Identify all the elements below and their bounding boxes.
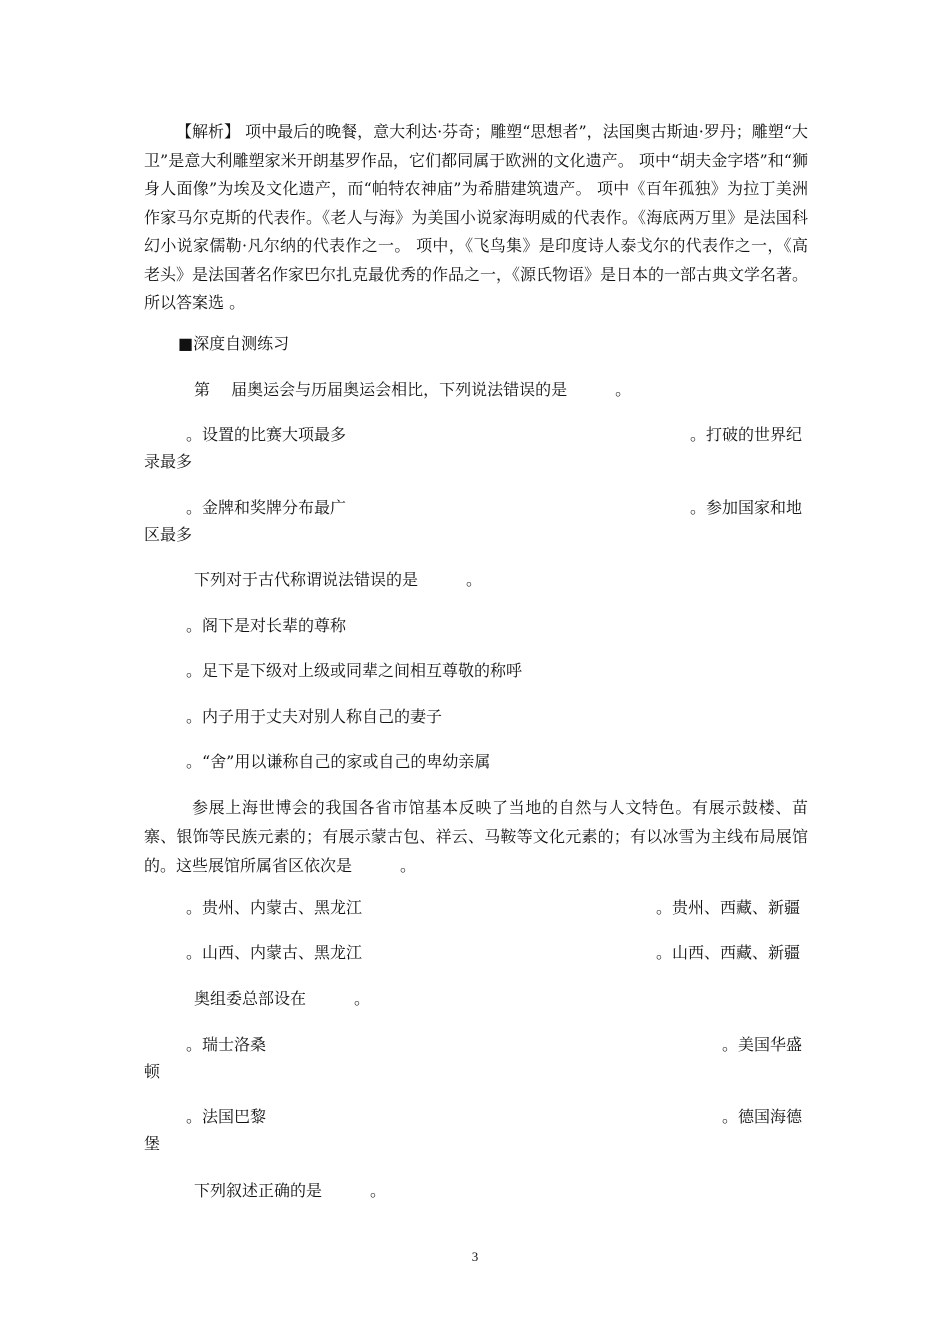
question-2-option-a: 。阁下是对长辈的尊称 (186, 616, 347, 635)
question-2-option-b: 。足下是下级对上级或同辈之间相互尊敬的称呼 (186, 661, 523, 680)
section-title: ■深度自测练习 (178, 334, 290, 353)
question-3-option-a: 。贵州、内蒙古、黑龙江 (186, 898, 363, 917)
question-2-option-c: 。内子用于丈夫对别人称自己的妻子 (186, 707, 443, 726)
question-1-option-d: 。参加国家和地 (690, 498, 803, 517)
question-4-option-b-continued: 顿 (144, 1062, 161, 1081)
question-1-option-a: 。设置的比赛大项最多 (186, 425, 347, 444)
question-3-stem: 参展上海世博会的我国各省市馆基本反映了当地的自然与人文特色。有展示鼓楼、苗寨、银饰等民族元素的；有展示蒙古包、祥云、马鞍等文化元素的；有以冰雪为主线布局展馆的。这些展馆所属省区依次是 。 (144, 798, 808, 875)
question-1-option-d-continued: 区最多 (144, 525, 193, 544)
question-3-option-b: 。贵州、西藏、新疆 (656, 898, 801, 917)
analysis-paragraph: 【解析】 项中最后的晚餐，意大利达·芬奇；雕塑“思想者”，法国奥古斯迪·罗丹；雕塑“大卫”是意大利雕塑家米开朗基罗作品，它们都同属于欧洲的文化遗产。 项中“胡夫金字塔”和“狮身人面像”为埃及文化遗产，而“帕特农神庙”为希腊建筑遗产。 项中《百年孤独》为拉丁美洲作家马尔克斯的代表作。《老人与海》为美国小说家海明威的代表作。《海底两万里》是法国科幻小说家儒勒·凡尔纳的代表作之一。 项中，《飞鸟集》是印度诗人泰戈尔的代表作之一，《高老头》是法国著名作家巴尔扎克最优秀的作品之一，《源氏物语》是日本的一部古典文学名著。所以答案选 。 (144, 122, 809, 312)
question-3-option-c: 。山西、内蒙古、黑龙江 (186, 943, 363, 962)
question-4-option-d: 。德国海德 (722, 1107, 803, 1126)
question-1-option-c: 。金牌和奖牌分布最广 (186, 498, 347, 517)
question-4-option-c: 。法国巴黎 (186, 1107, 267, 1126)
question-1-stem: 第 届奥运会与历届奥运会相比，下列说法错误的是 。 (194, 380, 632, 399)
question-4-stem: 奥组委总部设在 。 (194, 989, 371, 1008)
question-4-option-b: 。美国华盛 (722, 1035, 803, 1054)
question-3-option-d: 。山西、西藏、新疆 (656, 943, 801, 962)
question-2-option-d: 。“舍”用以谦称自己的家或自己的卑幼亲属 (186, 752, 491, 771)
question-4-option-d-continued: 堡 (144, 1134, 161, 1153)
question-2-stem: 下列对于古代称谓说法错误的是 。 (194, 570, 483, 589)
question-1-option-b: 。打破的世界纪 (690, 425, 803, 444)
question-1-option-b-continued: 录最多 (144, 452, 193, 471)
question-4-option-a: 。瑞士洛桑 (186, 1035, 267, 1054)
page-number: 3 (471, 1249, 479, 1264)
question-5-stem: 下列叙述正确的是 。 (194, 1181, 387, 1200)
